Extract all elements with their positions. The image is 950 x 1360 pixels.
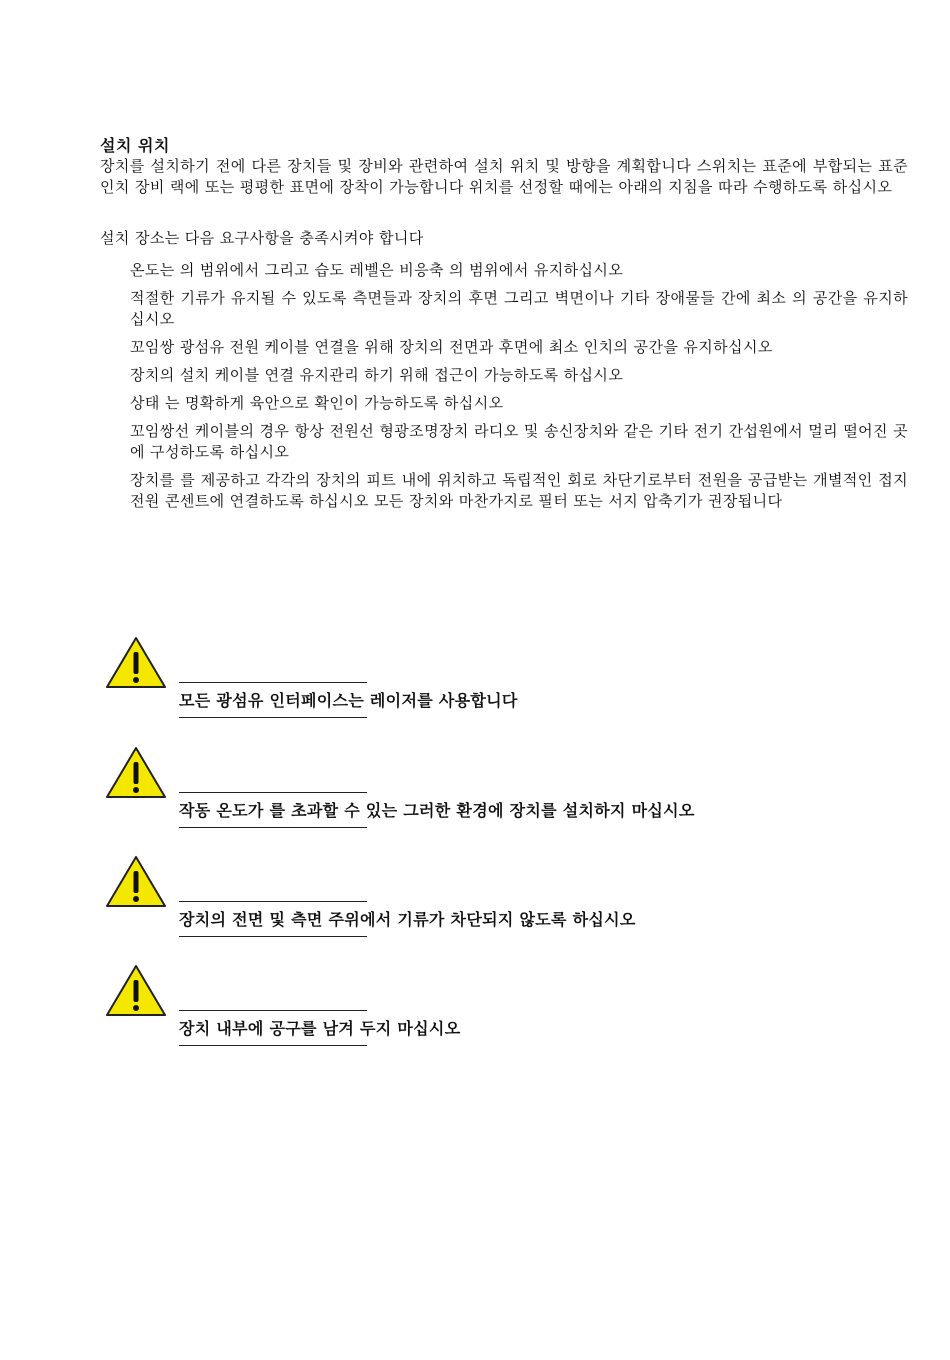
warning-rule-top: [179, 682, 367, 683]
warning-rule-bottom: [179, 717, 367, 718]
warning-text: 작동 온도가 를 초과할 수 있는 그러한 환경에 장치를 설치하지 마십시오: [179, 801, 695, 820]
requirement-item: 상태 는 명확하게 육안으로 확인이 가능하도록 하십시오: [130, 394, 504, 412]
requirement-item: 장치를 를 제공하고 각각의 장치의 피트 내에 위치하고 독립적인 회로 차단기로부터 전원을 공급받는 개별적인 접지 전원 콘센트에 연결하도록 하십시오 모든 장치와 마찬가지로 필터 또는 서지 압축기가 권장됩니다: [130, 471, 908, 510]
requirement-item: 꼬임쌍 광섬유 전원 케이블 연결을 위해 장치의 전면과 후면에 최소 인치의 공간을 유지하십시오: [130, 338, 773, 356]
warning-rule-bottom: [179, 1045, 367, 1046]
warning-icon: [105, 636, 167, 690]
warning-block: [105, 636, 865, 726]
warning-icon: [105, 964, 167, 1018]
requirements-list: [130, 260, 908, 519]
requirement-item: 장치의 설치 케이블 연결 유지관리 하기 위해 접근이 가능하도록 하십시오: [130, 366, 624, 384]
warning-text: 장치 내부에 공구를 남겨 두지 마십시오: [179, 1019, 461, 1038]
warning-rule-top: [179, 901, 367, 902]
warning-icon: [105, 746, 167, 800]
warning-rule-bottom: [179, 936, 367, 937]
warning-text: 모든 광섬유 인터페이스는 레이저를 사용합니다: [179, 691, 518, 710]
warning-rule-top: [179, 1010, 367, 1011]
requirement-item: 적절한 기류가 유지될 수 있도록 측면들과 장치의 후면 그리고 벽면이나 기타 장애물들 간에 최소 의 공간을 유지하십시오: [130, 289, 908, 328]
intro-paragraph: 장치를 설치하기 전에 다른 장치들 및 장비와 관련하여 설치 위치 및 방향을 계획합니다 스위치는 표준에 부합되는 표준 인치 장비 랙에 또는 평평한 표면에 장착이 가능합니다 위치를 선정할 때에는 아래의 지침을 따라 수행하도록 하십시오: [100, 157, 908, 196]
requirement-item: 온도는 의 범위에서 그리고 습도 레벨은 비응축 의 범위에서 유지하십시오: [130, 261, 624, 279]
warning-text: 장치의 전면 및 측면 주위에서 기류가 차단되지 않도록 하십시오: [179, 910, 636, 929]
warning-block: [105, 964, 865, 1054]
requirement-item: 꼬임쌍선 케이블의 경우 항상 전원선 형광조명장치 라디오 및 송신장치와 같은 기타 전기 간섭원에서 멀리 떨어진 곳에 구성하도록 하십시오: [130, 422, 908, 461]
section-title: 설치 위치: [100, 136, 170, 155]
warning-block: [105, 855, 865, 945]
warning-rule-top: [179, 792, 367, 793]
warning-icon: [105, 855, 167, 909]
requirements-intro: 설치 장소는 다음 요구사항을 충족시켜야 합니다: [100, 229, 424, 247]
warning-rule-bottom: [179, 827, 367, 828]
warning-block: [105, 746, 865, 836]
